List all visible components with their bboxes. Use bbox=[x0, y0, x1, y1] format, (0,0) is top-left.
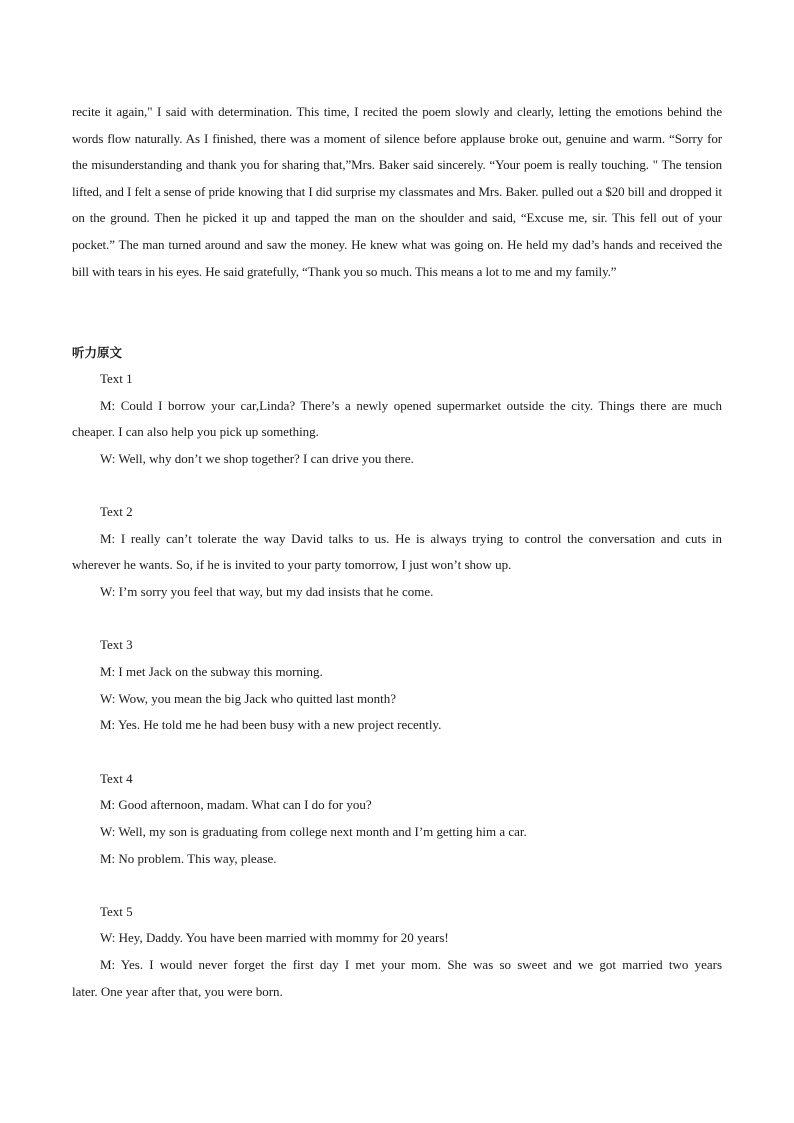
dialogue-line: later. One year after that, you were born. bbox=[72, 984, 283, 999]
dialogue-line: W: I’m sorry you feel that way, but my dad insists that he come. bbox=[100, 584, 434, 599]
dialogue-line: M: Good afternoon, madam. What can I do for you? bbox=[100, 797, 372, 812]
dialogue-line: W: Hey, Daddy. You have been married with mommy for 20 years! bbox=[100, 930, 449, 945]
listening-heading: 听力原文 bbox=[72, 345, 123, 360]
dialogue-line: M: I really can’t tolerate the way David talks to us. He is always trying to control the conversation and cuts in bbox=[100, 531, 722, 546]
dialogue-line: W: Well, why don’t we shop together? I can drive you there. bbox=[100, 451, 414, 466]
dialogue-line: W: Well, my son is graduating from college next month and I’m getting him a car. bbox=[100, 824, 527, 839]
dialogue-line: wherever he wants. So, if he is invited to your party tomorrow, I just won’t show up. bbox=[72, 557, 512, 572]
text-title: Text 2 bbox=[100, 504, 133, 519]
dialogue-line: M: Yes. He told me he had been busy with a new project recently. bbox=[100, 717, 442, 732]
text-title: Text 4 bbox=[100, 771, 133, 786]
text-title: Text 3 bbox=[100, 637, 133, 652]
dialogue-line: cheaper. I can also help you pick up something. bbox=[72, 424, 319, 439]
story-paragraph: recite it again," I said with determination. This time, I recited the poem slowly and clearly, letting the emotions behind the words flow naturally. As I finished, there was a moment of silence before applause broke out, genuine and warm. “Sorry for the misunderstanding and thank you for sharing that,”Mrs. Baker said sincerely. “Your poem is really touching. " The tension lifted, and I felt a sense of pride knowing that I did surprise my classmates and Mrs. Baker. pulled out a $20 bill and dropped it on the ground. Then he picked it up and tapped the man on the shoulder and said, “Excuse me, sir. This fell out of your pocket.” The man turned around and saw the money. He knew what was going on. He held my dad’s hands and received the bill with tears in his eyes. He said gratefully, “Thank you so much. This means a lot to me and my family.” bbox=[72, 104, 722, 279]
text-title: Text 1 bbox=[100, 371, 133, 386]
dialogue-line: M: I met Jack on the subway this morning. bbox=[100, 664, 323, 679]
dialogue-line: M: No problem. This way, please. bbox=[100, 851, 277, 866]
text-title: Text 5 bbox=[100, 904, 133, 919]
dialogue-line: M: Could I borrow your car,Linda? There’s a newly opened supermarket outside the city. Things there are much bbox=[100, 398, 722, 413]
dialogue-line: W: Wow, you mean the big Jack who quitted last month? bbox=[100, 691, 396, 706]
dialogue-line: M: Yes. I would never forget the first day I met your mom. She was so sweet and we got married two years bbox=[100, 957, 722, 972]
